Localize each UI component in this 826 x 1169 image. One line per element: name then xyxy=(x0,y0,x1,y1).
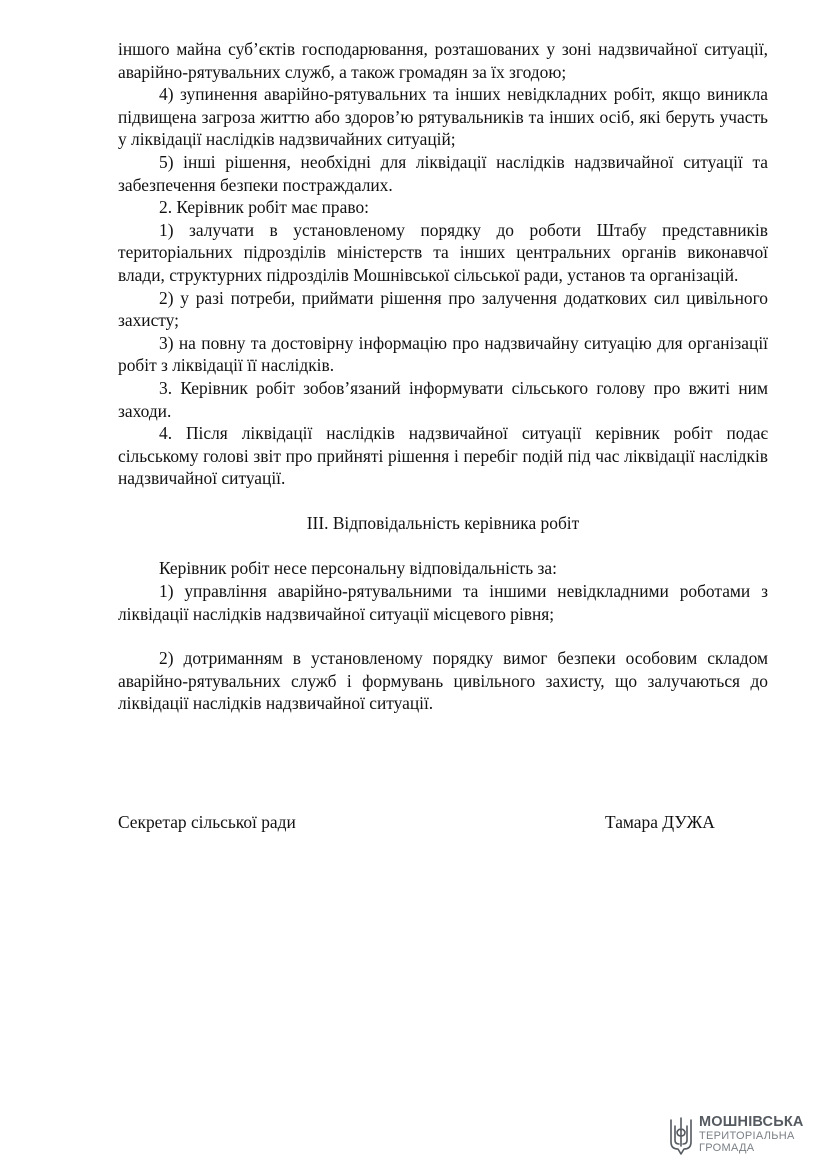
paragraph-clause-3: 3. Керівник робіт зобов’язаний інформувати сільського голову про вжиті ним заходи. xyxy=(118,377,768,421)
logo-line-1: МОШНІВСЬКА xyxy=(699,1114,804,1130)
paragraph-clause-2: 2. Керівник робіт має право: xyxy=(159,197,369,218)
paragraph-responsibility-1: 1) управління аварійно-рятувальними та іншими невідкладними роботами з ліквідації наслідків надзвичайної ситуації місцевого рівня; xyxy=(118,581,768,624)
paragraph-item-5: 5) інші рішення, необхідні для ліквідації наслідків надзвичайної ситуації та забезпечення безпеки постраждалих. xyxy=(118,151,768,195)
logo-line-2: ТЕРИТОРІАЛЬНА xyxy=(699,1130,795,1142)
paragraph-item-4: 4) зупинення аварійно-рятувальних та інших невідкладних робіт, якщо виникла підвищена загроза життю або здоров’ю рятувальників та інших осіб, які беруть участь у ліквідації наслідків надзвичайних ситуацій; xyxy=(118,84,768,150)
paragraph-responsibility-intro: Керівник робіт несе персональну відповідальність за: xyxy=(159,558,557,579)
document-body xyxy=(118,38,768,715)
community-logo xyxy=(669,1114,809,1160)
signature-position: Секретар сільської ради xyxy=(118,812,296,832)
logo-line-3: ГРОМАДА xyxy=(699,1142,755,1154)
paragraph-responsibility-2: 2) дотриманням в установленому порядку вимог безпеки особовим складом аварійно-рятувальних служб і формувань цивільного захисту, що залучаються до ліквідації наслідків надзвичайної ситуації. xyxy=(118,648,768,714)
paragraph-right-3: 3) на повну та достовірну інформацію про надзвичайну ситуацію для організації робіт з ліквідації її наслідків. xyxy=(118,332,768,376)
paragraph-right-1: 1) залучати в установленому порядку до роботи Штабу представників територіальних підрозділів міністерств та інших центральних органів виконавчої влади, структурних підрозділів Мошнівської сільської ради, установ та організацій. xyxy=(118,219,768,285)
signature-name: Тамара ДУЖА xyxy=(605,812,715,832)
section-heading: ІІІ. Відповідальність керівника робіт xyxy=(306,512,580,533)
paragraph-right-2: 2) у разі потреби, приймати рішення про залучення додаткових сил цивільного захисту; xyxy=(118,287,768,331)
paragraph-continuation: іншого майна суб’єктів господарювання, розташованих у зоні надзвичайної ситуації, аварійно-рятувальних служб, а також громадян за їх згодою; xyxy=(118,39,768,82)
logo-wordmark xyxy=(699,1114,811,1154)
trident-emblem-icon xyxy=(669,1116,693,1156)
paragraph-clause-4: 4. Після ліквідації наслідків надзвичайної ситуації керівник робіт подає сільському голові звіт про прийняті рішення і перебіг подій під час ліквідації наслідків надзвичайної ситуації. xyxy=(118,423,768,489)
